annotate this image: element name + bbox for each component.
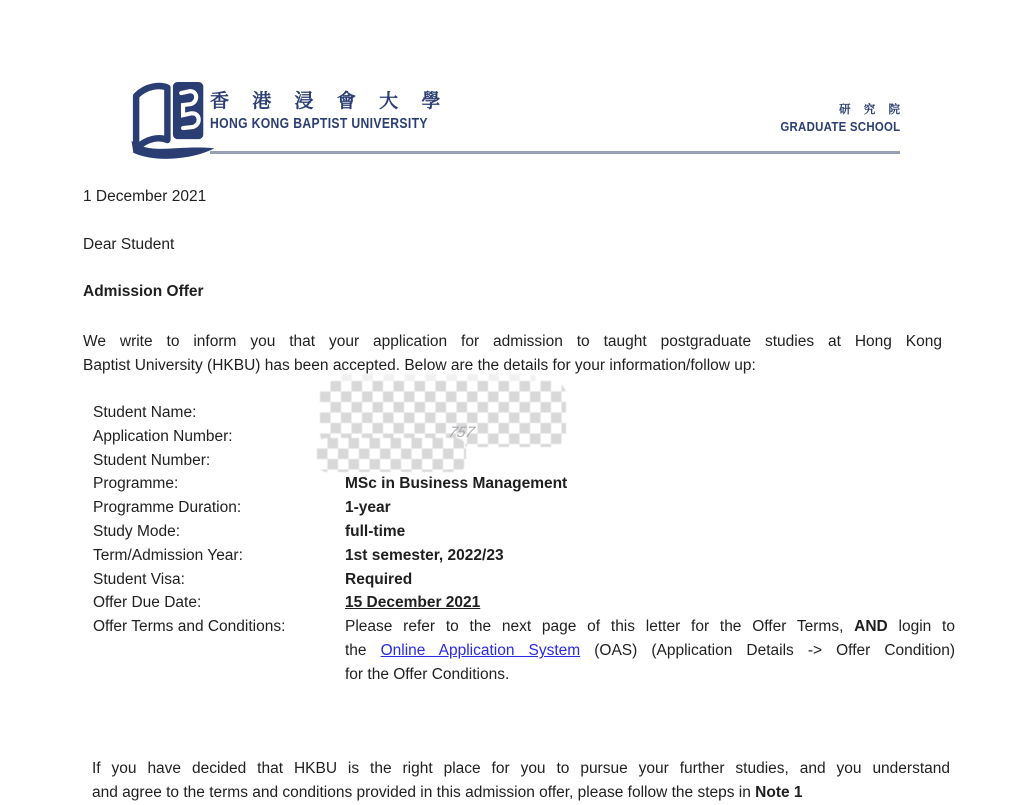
detail-label: Student Number: <box>93 451 211 469</box>
redaction-checkerboard <box>317 438 466 472</box>
detail-label: Term/Admission Year: <box>93 546 243 564</box>
terms-bold-and: AND <box>854 618 888 636</box>
detail-row-student-visa <box>93 568 955 592</box>
university-name-chinese: 香 港 浸 會 大 學 <box>210 91 450 112</box>
detail-value: 1st semester, 2022/23 <box>345 546 504 564</box>
detail-label: Student Visa: <box>93 570 185 588</box>
closing-bold-note: Note 1 <box>755 784 803 801</box>
terms-text: login to <box>887 618 955 636</box>
terms-line-2 <box>345 639 955 663</box>
terms-line-1 <box>345 615 955 639</box>
university-name-english: HONG KONG BAPTIST UNIVERSITY <box>210 116 428 132</box>
graduate-school-chinese: 研 究 院 <box>839 104 905 116</box>
closing-line-1: If you have decided that HKBU is the right place for you to pursue your further studies, and you understand <box>92 760 950 777</box>
detail-label: Application Number: <box>93 427 233 445</box>
terms-line-3: for the Offer Conditions. <box>345 666 510 684</box>
detail-row-programme <box>93 472 955 496</box>
detail-row-offer-terms <box>93 615 955 687</box>
graduate-school-block <box>764 103 905 134</box>
closing-line-2 <box>92 781 950 805</box>
detail-row-programme-duration <box>93 496 955 520</box>
terms-text: (OAS) (Application Details -> Offer Condition) <box>580 642 955 660</box>
detail-value-offer-terms <box>345 615 955 687</box>
hkbu-logo-icon <box>126 74 218 160</box>
detail-value: MSc in Business Management <box>345 475 568 493</box>
header-rule <box>210 151 900 154</box>
detail-label: Student Name: <box>93 404 197 421</box>
terms-text: Please refer to the next page of this letter for the Offer Terms, <box>345 618 855 636</box>
detail-label: Offer Terms and Conditions: <box>93 618 286 636</box>
detail-row-student-number <box>93 449 955 473</box>
terms-text: the <box>345 642 381 660</box>
online-application-system-link[interactable]: Online Application System <box>380 642 581 660</box>
closing-paragraph <box>92 757 950 805</box>
university-brand <box>210 90 469 132</box>
redaction-fragment: 757 <box>446 424 477 441</box>
subject-heading: Admission Offer <box>83 283 204 300</box>
detail-value: 1-year <box>345 499 391 517</box>
detail-value: Required <box>345 570 413 588</box>
intro-line-1: We write to inform you that your application for admission to taught postgraduate studies at Hong Kong <box>83 333 942 350</box>
detail-row-offer-due-date <box>93 591 955 615</box>
detail-value: full-time <box>345 522 406 540</box>
closing-text: and agree to the terms and conditions provided in this admission offer, please follow the steps in <box>92 784 756 801</box>
detail-label: Offer Due Date: <box>93 594 202 612</box>
detail-label: Programme: <box>93 475 179 493</box>
graduate-school-english: GRADUATE SCHOOL <box>779 119 900 134</box>
detail-label: Study Mode: <box>93 522 181 540</box>
salutation: Dear Student <box>83 236 175 253</box>
intro-paragraph <box>83 330 942 378</box>
detail-label: Programme Duration: <box>93 499 242 517</box>
intro-line-2: Baptist University (HKBU) has been accepted. Below are the details for your information/follow up: <box>83 357 756 374</box>
detail-row-study-mode <box>93 520 955 544</box>
letter-date: 1 December 2021 <box>83 188 207 205</box>
detail-value-offer-due-date: 15 December 2021 <box>345 594 481 612</box>
detail-row-term-admission-year <box>93 544 955 568</box>
